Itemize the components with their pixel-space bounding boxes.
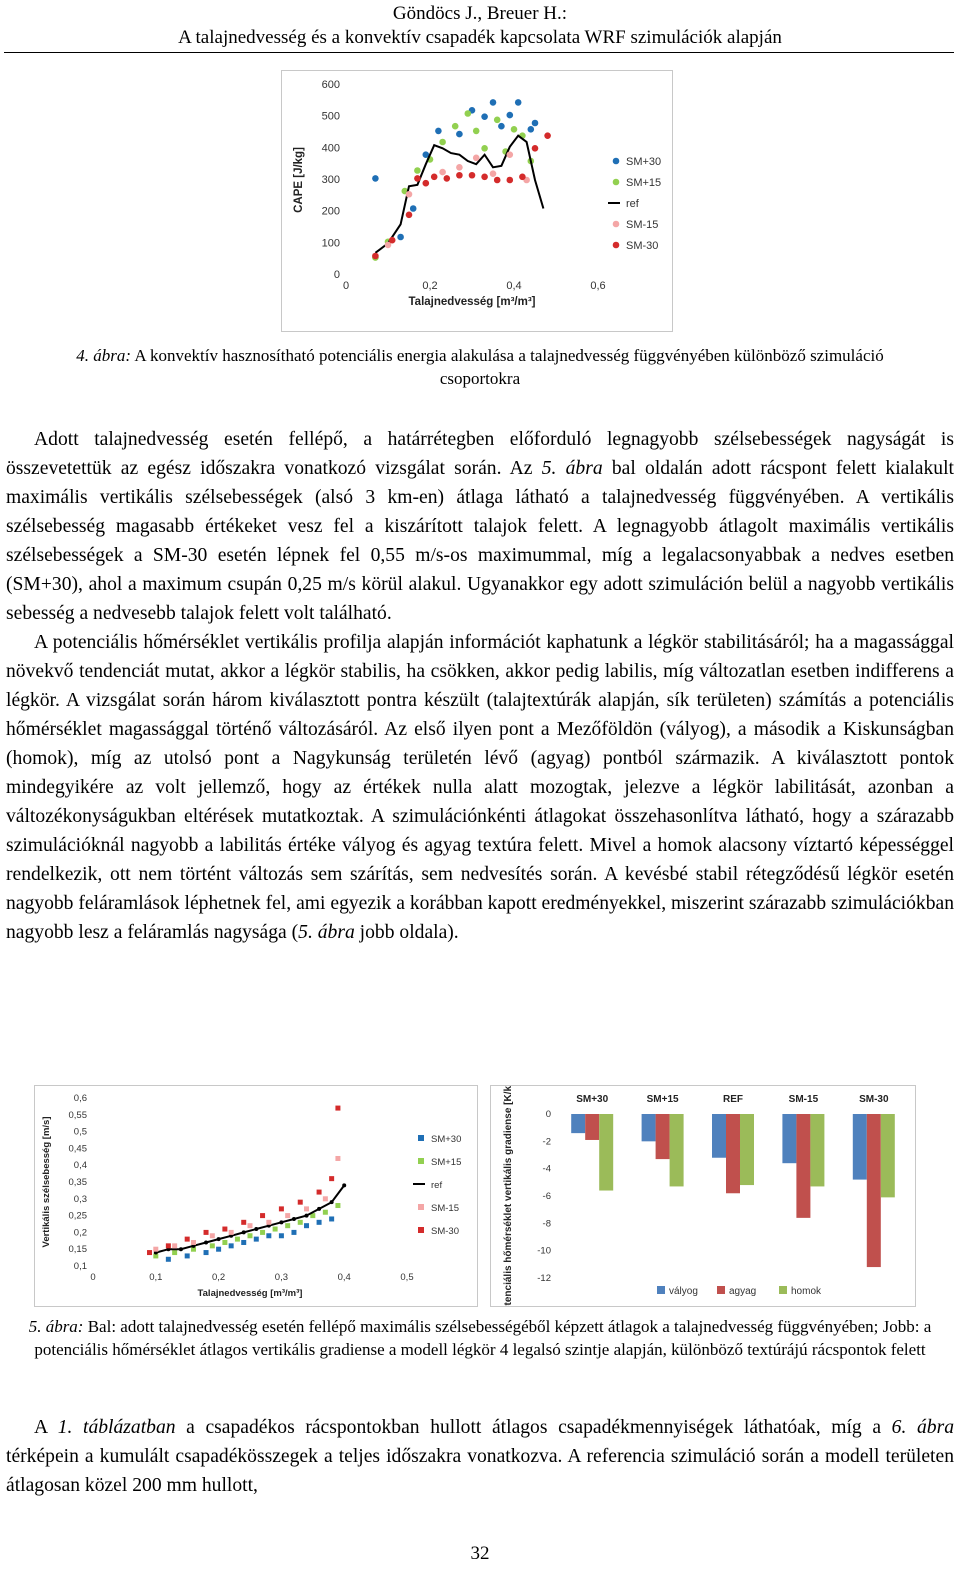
data-point-smminus30 — [423, 180, 430, 187]
data-point-smminus15 — [229, 1230, 234, 1235]
y-tick-label: -10 — [537, 1245, 551, 1257]
data-point-smplus15 — [285, 1223, 290, 1228]
data-point-smplus30 — [185, 1253, 190, 1258]
data-point-smminus30 — [222, 1227, 227, 1232]
para3-table-ref: 1. táblázatban — [57, 1417, 176, 1438]
para2-text-b: jobb oldala). — [354, 922, 459, 943]
data-point-smplus15 — [439, 139, 446, 146]
bar-agyag — [585, 1114, 599, 1140]
paragraph-wind — [6, 425, 954, 628]
y-axis-label: Potenciális hőmérséklet vertikális gradiense [K/km] — [503, 1086, 514, 1306]
category-label: SM-15 — [788, 1094, 819, 1105]
y-axis-label: Vertikális szélsebesség [m/s] — [41, 1116, 52, 1248]
legend-marker — [613, 179, 620, 186]
cape-chart-svg — [282, 71, 672, 331]
running-header — [0, 0, 960, 50]
data-point-smplus30 — [279, 1233, 284, 1238]
y-tick-label: 0,4 — [73, 1160, 87, 1172]
data-point-smminus15 — [304, 1206, 309, 1211]
data-point-smplus30 — [304, 1223, 309, 1228]
category-label: SM-30 — [859, 1094, 889, 1105]
legend-marker — [657, 1286, 665, 1294]
y-tick-label: 0 — [545, 1109, 551, 1120]
y-tick-label: 100 — [321, 237, 340, 250]
data-point-smplus15 — [260, 1230, 265, 1235]
y-tick-label: 0,1 — [73, 1261, 87, 1272]
data-point-smminus15 — [507, 151, 514, 158]
data-point-smminus15 — [323, 1196, 328, 1201]
data-point-smminus30 — [329, 1176, 334, 1181]
data-point-smplus15 — [452, 123, 459, 130]
data-point-smminus15 — [153, 1247, 158, 1252]
legend-marker — [613, 158, 620, 165]
x-tick-label: 0,2 — [211, 1272, 226, 1283]
data-point-smplus30 — [507, 112, 514, 119]
data-point-smplus30 — [435, 128, 442, 135]
data-point-ref — [317, 1207, 321, 1211]
x-tick-label: 0 — [342, 280, 350, 292]
data-point-smminus30 — [166, 1243, 171, 1248]
data-point-smplus30 — [329, 1216, 334, 1221]
data-point-smplus30 — [498, 123, 505, 130]
legend-label: homok — [791, 1286, 822, 1297]
y-tick-label: 0,35 — [68, 1177, 87, 1188]
data-point-smminus30 — [414, 175, 421, 182]
data-point-ref — [279, 1220, 283, 1224]
x-axis-label: Talajnedvesség [m³/m³] — [408, 296, 536, 308]
data-point-ref — [217, 1237, 221, 1241]
data-point-smminus30 — [260, 1213, 265, 1218]
data-point-smplus30 — [317, 1220, 322, 1225]
category-label: SM+15 — [646, 1094, 679, 1105]
data-point-smplus15 — [210, 1243, 215, 1248]
header-authors: Göndöcs J., Breuer H.: — [392, 3, 568, 24]
data-point-smminus30 — [279, 1206, 284, 1211]
data-point-smplus30 — [410, 205, 417, 212]
header-title: A talajnedvesség és a konvektív csapadék kapcsolata WRF szimulációk alapján — [178, 27, 782, 48]
data-point-smplus15 — [235, 1237, 240, 1242]
figure-5-left-wind-chart — [34, 1085, 478, 1307]
data-point-smminus30 — [335, 1106, 340, 1111]
data-point-smplus15 — [465, 110, 472, 117]
header-rule — [4, 52, 954, 53]
data-point-smminus30 — [185, 1237, 190, 1242]
data-point-smplus30 — [216, 1247, 221, 1252]
data-point-ref — [342, 1183, 346, 1187]
figure-5-caption-text: Bal: adott talajnedvesség esetén fellépő maximális szélsebességéből képzett átlagok a talajnedvesség függvényében; Jobb: a potenciális hőmérséklet átlagos vertikális gradiense a modell légkör 4 legalsó szintje alapján, különböző textúrájú rácspontok felett — [34, 1317, 932, 1359]
figure-5-caption-label: 5. ábra: — [28, 1317, 84, 1336]
figure-4-cape-chart — [281, 70, 673, 332]
data-point-ref — [242, 1230, 246, 1234]
legend-marker — [613, 221, 620, 228]
data-point-smplus30 — [166, 1257, 171, 1262]
data-point-smminus30 — [389, 237, 396, 244]
data-point-smplus30 — [528, 126, 535, 133]
bar-vályog — [642, 1114, 656, 1141]
para3-figure-ref: 6. ábra — [891, 1417, 954, 1438]
paragraph-precip — [6, 1413, 954, 1500]
data-point-smplus30 — [266, 1233, 271, 1238]
data-point-smminus30 — [204, 1230, 209, 1235]
series-line-ref — [156, 1185, 344, 1252]
data-point-smplus15 — [298, 1220, 303, 1225]
y-tick-label: -4 — [542, 1163, 551, 1175]
y-tick-label: 600 — [321, 79, 340, 91]
bar-agyag — [796, 1114, 810, 1218]
category-label: SM+30 — [576, 1094, 609, 1105]
data-point-smplus30 — [229, 1243, 234, 1248]
data-point-smplus30 — [254, 1237, 259, 1242]
data-point-ref — [179, 1247, 183, 1251]
data-point-smminus15 — [191, 1240, 196, 1245]
para1-text-a: Adott talajnedvesség esetén fellépő, a határrétegben előforduló legnagyobb szélsebességek nagyságát is összevetettük az egész időszakra vonatkozó vizsgálat során. Az — [6, 429, 954, 479]
para1-text-b: bal oldalán adott rácspont felett kialakult maximális vertikális szélsebességek (alsó 3 km-en) átlaga látható a talajnedvesség függvényében. A vertikális szélsebesség magasabb értékeket vesz fel a kiszárított talajok felett. A legnagyobb átlagolt maximális vertikális szélsebességek a SM-30 esetén lépnek fel 0,55 m/s-os maximummal, míg a legalacsonyabbak a nedves esetben (SM+30), ahol a maximum csupán 0,25 m/s körül alakul. Ugyanakkor egy adott szimuláción belül a nagyobb vertikális sebesség a nedvesebb talajok felett volt található. — [6, 458, 954, 624]
data-point-smminus15 — [172, 1243, 177, 1248]
bar-agyag — [726, 1114, 740, 1193]
data-point-smminus30 — [444, 175, 451, 182]
bar-agyag — [867, 1114, 881, 1267]
legend-label: SM-30 — [431, 1226, 459, 1237]
data-point-smminus15 — [248, 1223, 253, 1228]
data-point-smplus30 — [204, 1250, 209, 1255]
data-point-smplus15 — [273, 1227, 278, 1232]
y-axis-label: CAPE [J/kg] — [293, 147, 305, 213]
para3-text-c: térképein a kumulált csapadékösszegek a teljes időszakra vonatkozva. A referencia szimuláció során a modell területen átlagosan közel 200 mm hullott, — [6, 1446, 954, 1496]
data-point-smplus30 — [456, 131, 463, 138]
data-point-smplus30 — [515, 99, 522, 106]
x-axis-label: Talajnedvesség [m³/m³] — [197, 1288, 303, 1299]
legend-label: SM-30 — [626, 240, 659, 252]
data-point-smplus15 — [481, 145, 488, 152]
x-tick-label: 0,2 — [422, 280, 438, 292]
legend-label: SM+15 — [626, 177, 662, 189]
data-point-smminus30 — [456, 172, 463, 179]
gradient-chart-svg — [491, 1086, 915, 1306]
legend-label: SM-15 — [626, 219, 659, 231]
y-tick-label: 0,25 — [68, 1210, 87, 1222]
data-point-smminus30 — [481, 174, 488, 181]
bar-vályog — [712, 1114, 726, 1158]
data-point-smminus15 — [335, 1156, 340, 1161]
y-tick-label: -2 — [542, 1136, 551, 1148]
category-label: REF — [723, 1094, 743, 1105]
data-point-smplus15 — [335, 1203, 340, 1208]
data-point-smminus30 — [494, 177, 501, 184]
data-point-smminus30 — [298, 1200, 303, 1205]
data-point-smminus15 — [439, 169, 446, 176]
y-tick-label: 500 — [321, 110, 340, 123]
legend-marker — [779, 1286, 787, 1294]
legend-label: vályog — [669, 1286, 698, 1297]
data-point-smplus15 — [323, 1210, 328, 1215]
bar-vályog — [782, 1114, 796, 1163]
legend-label: agyag — [729, 1286, 757, 1297]
data-point-smplus30 — [241, 1240, 246, 1245]
y-tick-label: 0,6 — [73, 1093, 87, 1104]
data-point-smminus30 — [241, 1220, 246, 1225]
para3-text-b: a csapadékos rácspontokban hullott átlagos csapadékmennyiségek láthatóak, míg a — [175, 1417, 892, 1438]
y-tick-label: 400 — [321, 142, 340, 155]
figure-4-caption — [60, 344, 900, 390]
data-point-smminus15 — [456, 164, 463, 171]
legend-marker — [418, 1227, 424, 1233]
data-point-smplus15 — [511, 126, 518, 133]
y-tick-label: -8 — [542, 1218, 551, 1230]
data-point-smminus30 — [406, 212, 413, 219]
y-tick-label: 0,5 — [73, 1126, 87, 1138]
data-point-smplus15 — [473, 128, 480, 135]
data-point-smminus30 — [469, 172, 476, 179]
para2-text-a: A potenciális hőmérséklet vertikális profilja alapján információt kaphatunk a légkör stabilitásáról; ha a magassággal növekvő tendenciát mutat, akkor a légkör stabilis, ha csökken, akkor pedig labilis, míg változatlan esetben indifferens a légkör. A vizsgálat során három kiválasztott pontra készült (talajtextúrák alapján, sík területen) számítás a potenciális hőmérséklet magassággal történő változásáról. Az első ilyen pont a Mezőföldön (vályog), a második a Kiskunságban (homok), míg az utolsó pont a Nagykunság területén lévő (agyag) pontból származik. A kiválasztott pontok mindegyikére az volt jellemző, hogy az értékek nulla alatt mozogtak, jelezve a légkör labilitását, azonban a változékonyságukban eltérések mutatkoztak. A szimulációnkénti átlagokat összehasonlítva látható, hogy a szárazabb szimulációknál nagyobb a labilitás értéke vályog és agyag textúra felett. Mivel a homok alacsony víztartó képességgel rendelkezik, ott nem történt változás sem szárítás, sem nedvesítés során. A kevésbé stabil rétegződésű légkör esetén nagyobb feláramlások léphetnek fel, ami egyezik a korábban kapott eredményekkel, miszerint szárazabb szimulációkban nagyobb lesz a feláramlás nagysága ( — [6, 632, 954, 943]
x-tick-label: 0,6 — [590, 280, 606, 292]
y-tick-label: 0,2 — [73, 1227, 87, 1239]
data-point-smminus30 — [519, 174, 526, 181]
x-tick-label: 0,3 — [274, 1272, 289, 1283]
y-tick-label: 0,15 — [68, 1244, 87, 1256]
legend-marker — [418, 1158, 424, 1164]
y-tick-label: 300 — [321, 174, 340, 186]
figure-4-caption-label: 4. ábra: — [76, 346, 132, 365]
data-point-ref — [254, 1227, 258, 1231]
legend-marker — [613, 242, 620, 249]
y-tick-label: -6 — [542, 1191, 551, 1202]
bar-homok — [810, 1114, 824, 1186]
x-tick-label: 0,4 — [506, 280, 522, 292]
data-point-smminus15 — [490, 170, 497, 177]
data-point-ref — [330, 1200, 334, 1204]
x-tick-label: 0,1 — [149, 1272, 163, 1283]
body-text-main — [6, 425, 954, 947]
x-tick-label: 0,5 — [400, 1272, 414, 1283]
bar-homok — [599, 1114, 613, 1191]
y-tick-label: 0 — [333, 269, 340, 281]
data-point-smplus30 — [490, 99, 497, 106]
legend-label: ref — [431, 1180, 443, 1191]
data-point-smminus30 — [431, 174, 438, 181]
data-point-smplus15 — [248, 1233, 253, 1238]
data-point-smplus15 — [222, 1240, 227, 1245]
bar-homok — [881, 1114, 895, 1197]
bar-vályog — [571, 1114, 585, 1133]
data-point-smminus15 — [266, 1220, 271, 1225]
data-point-ref — [305, 1214, 309, 1218]
figure-5-caption — [20, 1315, 940, 1361]
x-tick-label: 0,4 — [337, 1272, 351, 1283]
data-point-smplus30 — [397, 234, 404, 241]
y-tick-label: 200 — [321, 205, 340, 218]
data-point-smplus30 — [532, 120, 539, 127]
legend-label: SM+30 — [626, 156, 662, 168]
body-text-precip — [6, 1413, 954, 1500]
data-point-smplus15 — [414, 167, 421, 174]
data-point-smminus30 — [507, 177, 514, 184]
figure-4-caption-text: A konvektív hasznosítható potenciális energia alakulása a talajnedvesség függvényében különböző szimuláció csoportokra — [131, 346, 884, 388]
data-point-smminus30 — [544, 132, 551, 139]
y-tick-label: 0,3 — [73, 1193, 87, 1205]
data-point-smminus15 — [210, 1233, 215, 1238]
wind-chart-svg — [35, 1086, 477, 1306]
para2-figure-ref: 5. ábra — [298, 922, 355, 943]
data-point-smplus30 — [291, 1230, 296, 1235]
data-point-smplus30 — [372, 175, 379, 182]
y-tick-label: 0,45 — [68, 1143, 87, 1155]
data-point-smminus15 — [285, 1213, 290, 1218]
legend-marker — [418, 1204, 424, 1210]
data-point-smminus15 — [473, 155, 480, 162]
bar-agyag — [656, 1114, 670, 1159]
legend-label: SM+30 — [431, 1134, 462, 1145]
data-point-smplus30 — [481, 113, 488, 120]
para1-figure-ref: 5. ábra — [541, 458, 603, 479]
y-tick-label: 0,55 — [68, 1109, 87, 1121]
data-point-smminus30 — [147, 1250, 152, 1255]
bar-vályog — [853, 1114, 867, 1180]
legend-marker — [717, 1286, 725, 1294]
legend-label: SM-15 — [431, 1203, 459, 1214]
y-tick-label: -12 — [537, 1273, 551, 1284]
legend-marker — [418, 1135, 424, 1141]
x-tick-label: 0 — [90, 1272, 96, 1283]
data-point-smplus15 — [494, 117, 501, 124]
legend-label: ref — [626, 198, 639, 210]
page-number: 32 — [470, 1543, 490, 1564]
legend-label: SM+15 — [431, 1157, 462, 1168]
bar-homok — [670, 1114, 684, 1186]
data-point-ref — [204, 1240, 208, 1244]
para3-text-a: A — [34, 1417, 58, 1438]
bar-homok — [740, 1114, 754, 1185]
data-point-ref — [292, 1217, 296, 1221]
data-point-smminus30 — [372, 253, 379, 260]
data-point-smminus15 — [406, 191, 413, 198]
data-point-smminus30 — [317, 1190, 322, 1195]
paragraph-stability — [6, 628, 954, 947]
data-point-smminus30 — [532, 145, 539, 152]
figure-5-right-gradient-chart — [490, 1085, 916, 1307]
data-point-smplus15 — [172, 1250, 177, 1255]
